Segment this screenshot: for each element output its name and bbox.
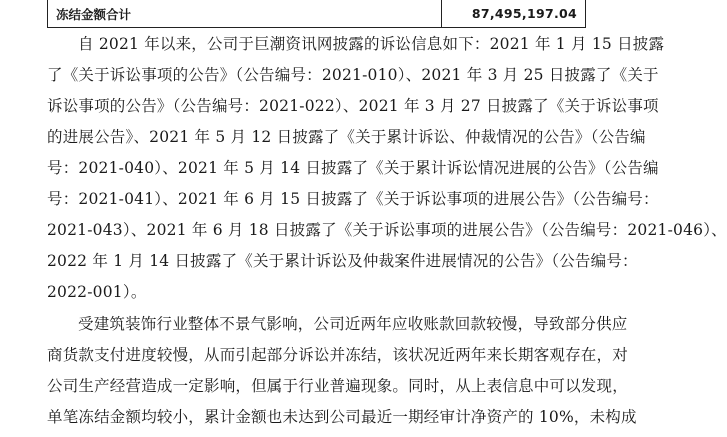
frozen-amount-table: [47, 0, 586, 28]
litigation-disclosure-paragraph: [47, 29, 727, 308]
paragraph-line: 号：2021-041）、2021 年 6 月 15 日披露了《关于诉讼事项的进展公告》（公告编号：: [47, 190, 659, 208]
paragraph-line: 号：2021-040）、2021 年 5 月 14 日披露了《关于累计诉讼情况进展的公告》（公告编: [47, 159, 659, 177]
paragraph-line: 受建筑装饰行业整体不景气影响，公司近两年应收账款回款较慢，导致部分供应: [78, 315, 628, 333]
paragraph-line: 了《关于诉讼事项的公告》（公告编号：2021-010）、2021 年 3 月 25 日披露了《关于: [47, 66, 659, 84]
paragraph-line: 2022 年 1 月 14 日披露了《关于累计诉讼及仲裁案件进展情况的公告》（公告编号：: [47, 252, 638, 270]
paragraph-line: 诉讼事项的公告》（公告编号：2021-022）、2021 年 3 月 27 日披露了《关于诉讼事项: [47, 97, 659, 115]
paragraph-line: 公司生产经营造成一定影响，但属于行业普遍现象。同时，从上表信息中可以发现，: [47, 377, 628, 395]
paragraph-line: 2021-043）、2021 年 6 月 18 日披露了《关于诉讼事项的进展公告》（公告编号：2021-046）、: [47, 221, 727, 239]
paragraph-line: 2022-001）。: [47, 283, 147, 301]
total-value: 87,495,197.04: [441, 0, 585, 28]
paragraph-line: 自 2021 年以来，公司于巨潮资讯网披露的诉讼信息如下：2021 年 1 月 15 日披露: [78, 35, 665, 53]
total-label: 冻结金额合计: [48, 0, 442, 28]
paragraph-line: 单笔冻结金额均较小，累计金额也未达到公司最近一期经审计净资产的 10%，未构成: [47, 408, 637, 426]
industry-impact-paragraph: [47, 309, 637, 433]
paragraph-line: 商货款支付进度较慢，从而引起部分诉讼并冻结，该状况近两年来长期客观存在，对: [47, 346, 628, 364]
table-total-row: [48, 0, 586, 28]
paragraph-line: 的进展公告》、2021 年 5 月 12 日披露了《关于累计诉讼、仲裁情况的公告》（公告编: [47, 128, 646, 146]
